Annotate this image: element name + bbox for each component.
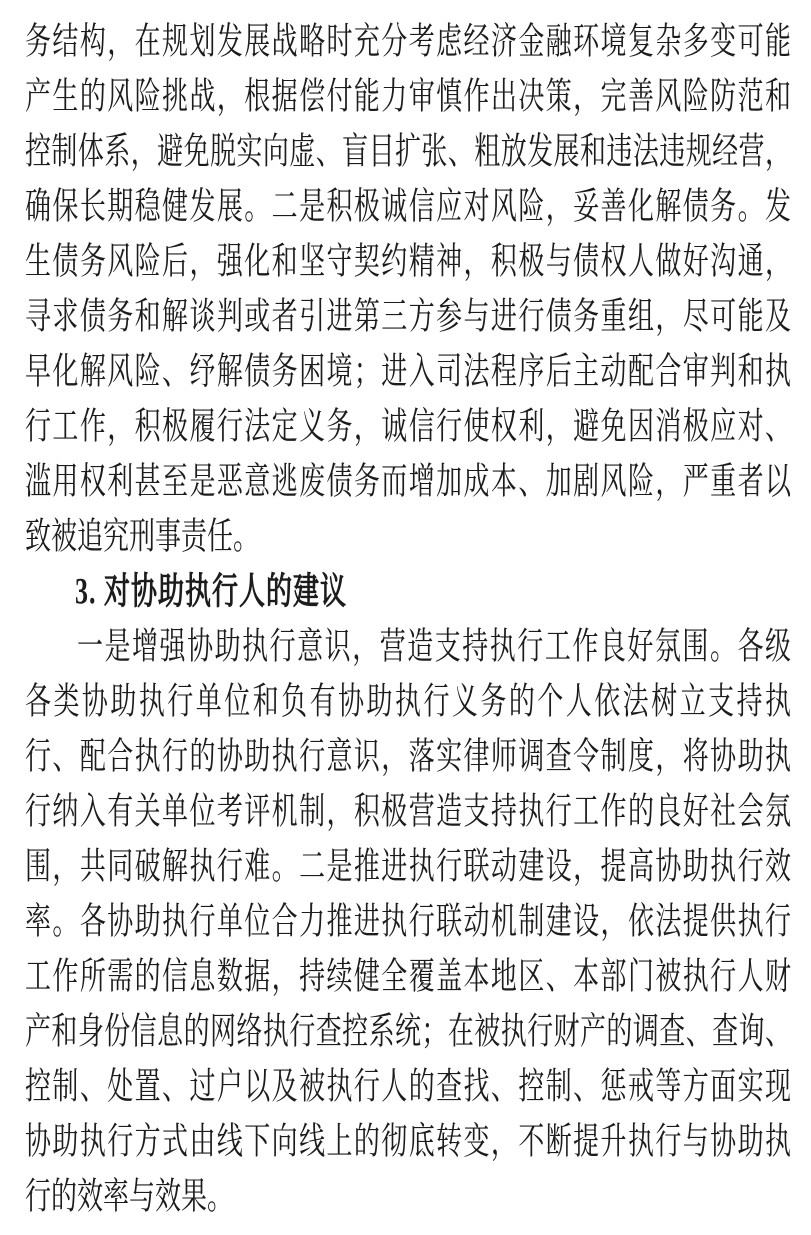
text-line: 各类协助执行单位和负有协助执行义务的个人依法树立支持执 xyxy=(25,680,791,722)
text-line: 寻求债务和解谈判或者引进第三方参与进行债务重组，尽可能及 xyxy=(25,296,791,337)
text-line: 控制、处置、过户以及被执行人的查找、控制、惩戒等方面实现 xyxy=(25,1065,791,1107)
text-line: 产生的风险挑战，根据偿付能力审慎作出决策，完善风险防范和 xyxy=(25,76,791,117)
text-line: 率。各协助执行单位合力推进执行联动机制建设，依法提供执行 xyxy=(25,900,791,942)
text-line: 行工作，积极履行法定义务，诚信行使权利，避免因消极应对、 xyxy=(25,405,791,447)
text-line: 务结构，在规划发展战略时充分考虑经济金融环境复杂多变可能 xyxy=(25,21,791,62)
text-line: 滥用权利甚至是恶意逃废债务而增加成本、加剧风险，严重者以 xyxy=(25,460,791,502)
text-line: 控制体系，避免脱实向虚、盲目扩张、粗放发展和违法违规经营， xyxy=(25,131,791,172)
text-line: 确保长期稳健发展。二是积极诚信应对风险，妥善化解债务。发 xyxy=(25,186,791,227)
text-line: 协助执行方式由线下向线上的彻底转变，不断提升执行与协助执 xyxy=(25,1120,791,1162)
text-line: 一是增强协助执行意识，营造支持执行工作良好氛围。各级 xyxy=(77,625,791,667)
text-line: 致被追究刑事责任。 xyxy=(25,515,260,557)
text-line: 围，共同破解执行难。二是推进执行联动建设，提高协助执行效 xyxy=(25,845,791,887)
text-line: 产和身份信息的网络执行查控系统；在被执行财产的调查、查询、 xyxy=(25,1010,791,1052)
text-line: 行、配合执行的协助执行意识，落实律师调查令制度，将协助执 xyxy=(25,735,791,777)
section-heading: 3. 对协助执行人的建议 xyxy=(75,570,348,612)
text-line: 行的效率与效果。 xyxy=(25,1175,234,1217)
text-line: 工作所需的信息数据，持续健全覆盖本地区、本部门被执行人财 xyxy=(25,955,791,997)
text-line: 早化解风险、纾解债务困境；进入司法程序后主动配合审判和执 xyxy=(25,350,791,392)
page-text xyxy=(25,14,791,1224)
text-line: 生债务风险后，强化和坚守契约精神，积极与债权人做好沟通， xyxy=(25,241,791,282)
text-line: 行纳入有关单位考评机制，积极营造支持执行工作的良好社会氛 xyxy=(25,790,791,832)
